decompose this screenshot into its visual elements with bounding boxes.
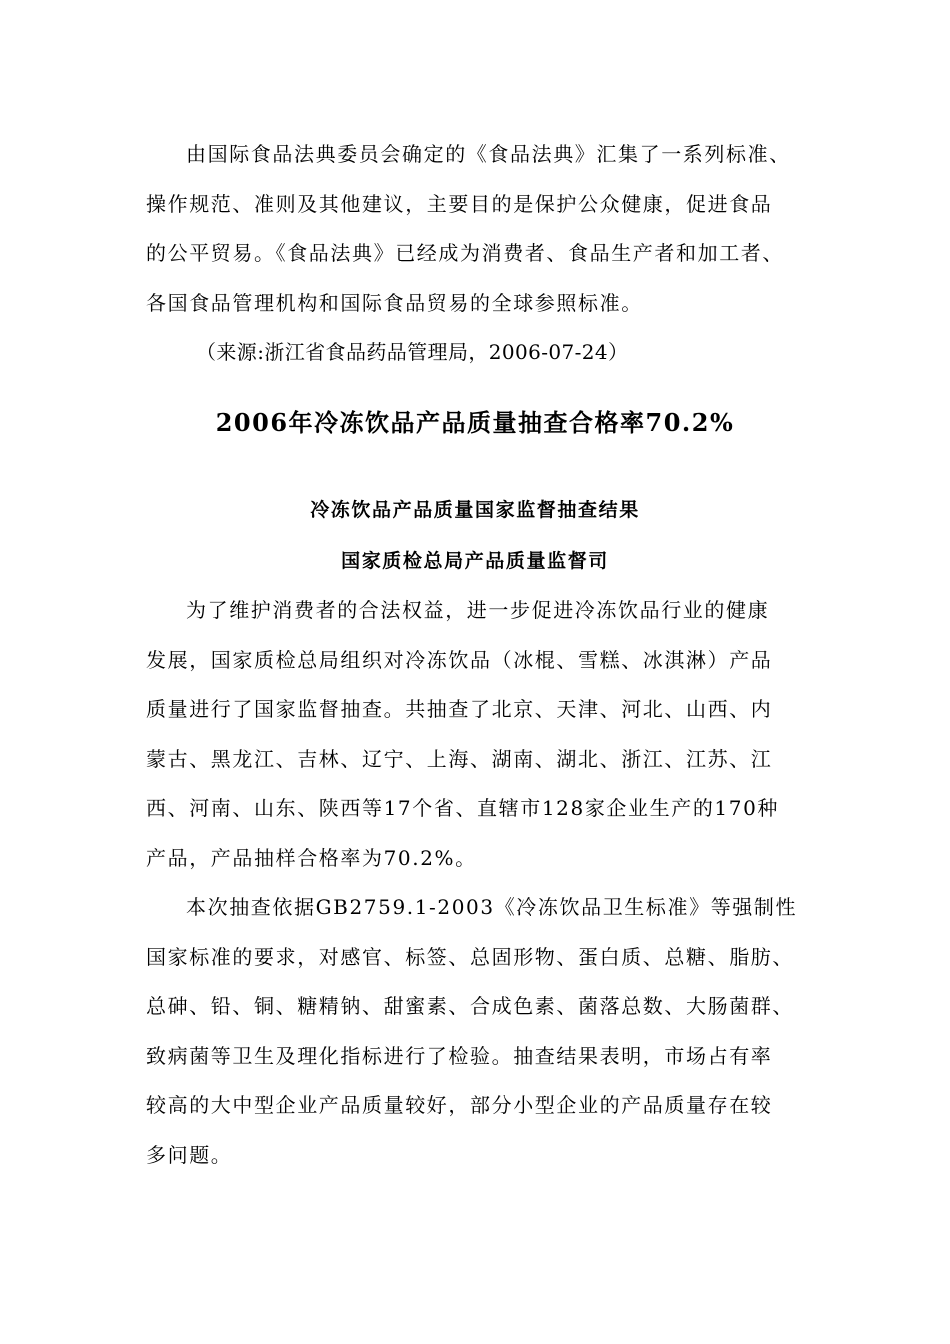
para1-line: 质量进行了国家监督抽查。共抽查了北京、天津、河北、山西、内 bbox=[146, 697, 773, 721]
intro-line: 的公平贸易。《食品法典》已经成为消费者、食品生产者和加工者、 bbox=[146, 241, 784, 265]
para2-line: 致病菌等卫生及理化指标进行了检验。抽查结果表明，市场占有率 bbox=[146, 1043, 773, 1068]
para2-line: 本次抽查依据GB2759.1-2003《冷冻饮品卫生标准》等强制性 bbox=[186, 895, 798, 919]
para1-line: 西、河南、山东、陕西等17个省、直辖市128家企业生产的170种 bbox=[146, 796, 779, 820]
para1-line: 为了维护消费者的合法权益，进一步促进冷冻饮品行业的健康 bbox=[186, 598, 770, 622]
intro-section bbox=[146, 130, 826, 378]
para2-line: 多问题。 bbox=[146, 1142, 233, 1167]
para1-line: 蒙古、黑龙江、吉林、辽宁、上海、湖南、湖北、浙江、江苏、江 bbox=[146, 746, 773, 771]
para1-line: 发展，国家质检总局组织对冷冻饮品（冰棍、雪糕、冰淇淋）产品 bbox=[146, 647, 773, 672]
para2-line: 国家标准的要求，对感官、标签、总固形物、蛋白质、总糖、脂肪、 bbox=[146, 944, 794, 969]
intro-line: 操作规范、准则及其他建议，主要目的是保护公众健康，促进食品 bbox=[146, 191, 773, 216]
para2-line: 较高的大中型企业产品质量较好，部分小型企业的产品质量存在较 bbox=[146, 1093, 773, 1117]
article-subtitle: 冷冻饮品产品质量国家监督抽查结果 bbox=[310, 499, 640, 521]
article-issuer: 国家质检总局产品质量监督司 bbox=[341, 550, 609, 572]
intro-line: 各国食品管理机构和国际食品贸易的全球参照标准。 bbox=[146, 290, 643, 315]
source-citation: （来源:浙江省食品药品管理局，2006-07-24） bbox=[196, 340, 629, 364]
para2-line: 总砷、铅、铜、糖精钠、甜蜜素、合成色素、菌落总数、大肠菌群、 bbox=[146, 994, 794, 1018]
intro-line: 由国际食品法典委员会确定的《食品法典》汇集了一系列标准、 bbox=[186, 142, 791, 166]
para1-line: 产品，产品抽样合格率为70.2%。 bbox=[146, 845, 477, 870]
article-title: 2006年冷冻饮品产品质量抽查合格率70.2% bbox=[215, 408, 735, 437]
article-body bbox=[146, 586, 826, 1180]
